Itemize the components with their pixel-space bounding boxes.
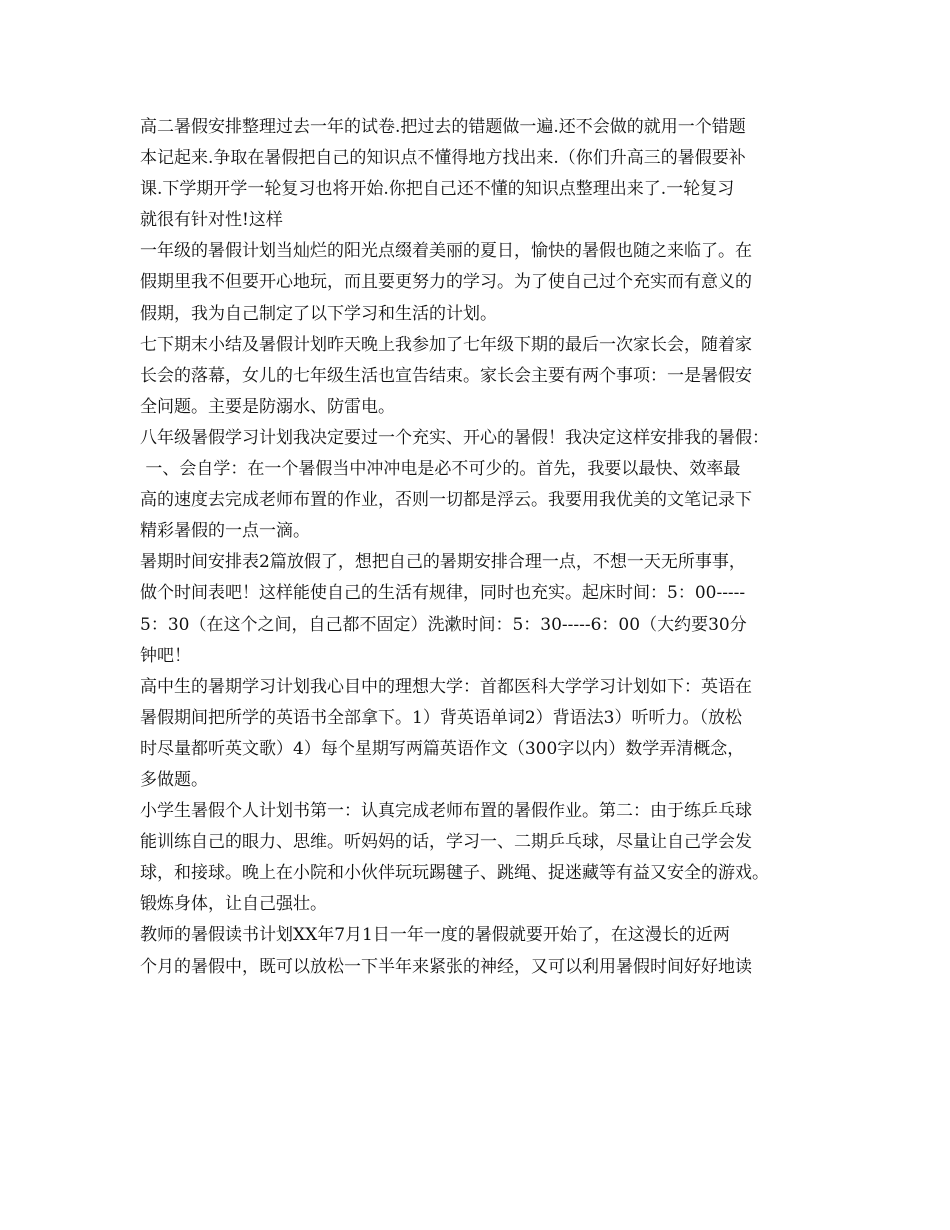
text-line: 钟吧！ bbox=[140, 645, 191, 666]
text-line: 七下期末小结及暑假计划昨天晚上我参加了七年级下期的最后一次家长会，随着家 bbox=[140, 334, 752, 355]
text-line: 课.下学期开学一轮复习也将开始.你把自己还不懂的知识点整理出来了.一轮复习 bbox=[140, 179, 735, 200]
text-line: 一年级的暑假计划当灿烂的阳光点缀着美丽的夏日，愉快的暑假也随之来临了。在 bbox=[140, 241, 752, 262]
text-line: 暑期时间安排表2篇放假了，想把自己的暑期安排合理一点，不想一天无所事事， bbox=[140, 552, 746, 573]
text-line: 长会的落幕，女儿的七年级生活也宣告结束。家长会主要有两个事项：一是暑假安 bbox=[140, 365, 752, 386]
text-line: 一、会自学：在一个暑假当中冲冲电是必不可少的。首先，我要以最快、效率最 bbox=[140, 459, 741, 480]
text-line: 本记起来.争取在暑假把自己的知识点不懂得地方找出来.（你们升高三的暑假要补 bbox=[140, 148, 746, 169]
text-line: 球，和接球。晚上在小院和小伙伴玩玩踢毽子、跳绳、捉迷藏等有益又安全的游戏。 bbox=[140, 863, 769, 884]
text-line: 高二暑假安排整理过去一年的试卷.把过去的错题做一遍.还不会做的就用一个错题 bbox=[140, 117, 746, 137]
text-line: 高的速度去完成老师布置的作业，否则一切都是浮云。我要用我优美的文笔记录下 bbox=[140, 490, 752, 511]
text-line: 小学生暑假个人计划书第一：认真完成老师布置的暑假作业。第二：由于练乒乓球 bbox=[140, 801, 752, 822]
text-line: 八年级暑假学习计划我决定要过一个充实、开心的暑假！我决定这样安排我的暑假： bbox=[140, 427, 769, 448]
text-line: 假期，我为自己制定了以下学习和生活的计划。 bbox=[140, 303, 497, 324]
text-line: 就很有针对性!这样 bbox=[140, 210, 283, 231]
text-line: 假期里我不但要开心地玩，而且要更努力的学习。为了使自己过个充实而有意义的 bbox=[140, 272, 752, 293]
text-line: 全问题。主要是防溺水、防雷电。 bbox=[140, 396, 395, 417]
text-line: 时尽量都听英文歌）4）每个星期写两篇英语作文（300字以内）数学弄清概念， bbox=[140, 738, 745, 759]
text-line: 5：30（在这个之间，自己都不固定）洗漱时间：5：30-----6：00（大约要30分 bbox=[140, 614, 747, 635]
text-line: 个月的暑假中，既可以放松一下半年来紧张的神经，又可以利用暑假时间好好地读 bbox=[140, 956, 752, 977]
document-body bbox=[140, 112, 830, 983]
text-line: 做个时间表吧！这样能使自己的生活有规律，同时也充实。起床时间：5：00----- bbox=[140, 583, 746, 604]
text-line: 精彩暑假的一点一滴。 bbox=[140, 521, 310, 542]
text-line: 高中生的暑期学习计划我心目中的理想大学：首都医科大学学习计划如下：英语在 bbox=[140, 676, 752, 697]
text-line: 能训练自己的眼力、思维。听妈妈的话，学习一、二期乒乓球，尽量让自己学会发 bbox=[140, 832, 752, 853]
text-line: 锻炼身体，让自己强壮。 bbox=[140, 894, 327, 915]
text-line: 教师的暑假读书计划XX年7月1日一年一度的暑假就要开始了，在这漫长的近两 bbox=[140, 925, 730, 946]
text-line: 多做题。 bbox=[140, 769, 208, 790]
text-line: 暑假期间把所学的英语书全部拿下。1）背英语单词2）背语法3）听听力。（放松 bbox=[140, 707, 742, 728]
